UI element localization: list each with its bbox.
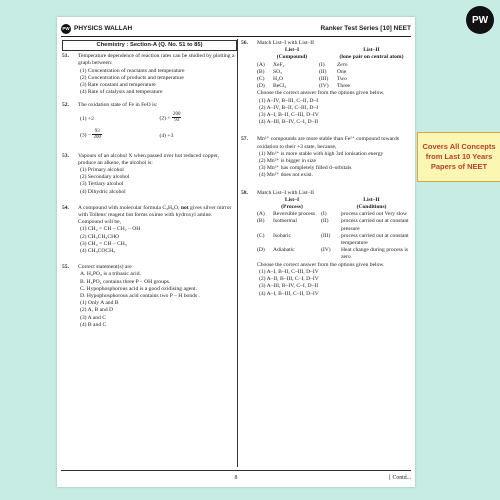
option: (3) CH₂ = CH – CH₃ (80, 240, 127, 247)
fraction: $\frac{200}{93}$ (172, 111, 181, 124)
option: (4) Rate of catalysis and temperature (80, 89, 163, 96)
match-row: (B) SO₃ (II) One (257, 68, 347, 75)
question-57 (241, 136, 415, 179)
match-row: (A) XeF₂ (I) Zero (257, 61, 348, 68)
question-number: 51. (62, 53, 69, 60)
page-header (61, 21, 411, 37)
option: (4) B and C (80, 321, 107, 328)
match-row: (B) Isothermal (II) process carried out at constant pressure (257, 218, 409, 232)
match-row: (C) Isobaric (III) process carried out at constant temperature (257, 232, 409, 247)
question-58 (241, 190, 415, 298)
question-number: 55. (62, 264, 69, 271)
badge-line: Papers of NEET (430, 162, 488, 171)
choose-instruction: Choose the correct answer from the options given below. (257, 261, 385, 268)
statement: C. Hypophosphorous acid is a good oxidising agent. (80, 285, 197, 292)
match-row: (D) Adiabatic (IV) Heat change during process is zero (257, 247, 409, 261)
match-header: List–I (Compound) List–II (lone pair on central atom) (276, 47, 404, 61)
statement: B. H₃PO₄ contains three P – OH groups. (80, 278, 171, 285)
question-55 (62, 264, 237, 329)
question-51 (62, 53, 237, 96)
question-text: Mn²⁺ compounds are more stable than Fe²⁺ compound towards oxidation to their +3 state, because, (257, 136, 399, 150)
exam-page (57, 17, 415, 487)
option: (1) Mn²⁺ is more stable with high 3rd ionisation energy (259, 150, 384, 157)
option: (1) +2 (80, 115, 94, 122)
option: (2) Secondary alcohol (80, 174, 130, 181)
question-text: Match List–I with List–II (257, 189, 315, 196)
question-text: Correct statement(s) are (78, 264, 132, 271)
statement: A. H₃PO₃ is a tribasic acid. (80, 271, 141, 278)
option: (3) Mn²⁺ has completely filled d–orbitals (259, 165, 352, 172)
badge-line: Covers All Concepts (422, 142, 496, 151)
option: (4) A–III, B–IV, C–I, D–II (259, 119, 319, 126)
continued-label: [ Contd... (389, 475, 411, 481)
option: (4) Mn²⁺ does not exist. (259, 172, 313, 179)
right-column (241, 40, 415, 304)
option: (3) A–III, B–IV, C–I, D–II (259, 283, 319, 290)
option: (1) A–I, B–II, C–III, D–IV (259, 268, 319, 275)
option: (4) +3 (159, 132, 174, 139)
promo-badge (417, 132, 500, 182)
option: (4) Dihydric alcohol (80, 188, 126, 195)
option: (1) Only A and B (80, 300, 119, 307)
option: (4) CH₃COCH₃ (80, 248, 116, 255)
option: (1) Concentration of reactants and temperature (80, 67, 185, 74)
option: (2) Mn²⁺ is bigger in size (259, 158, 316, 165)
pw-logo: PW (466, 6, 494, 34)
question-56 (241, 40, 415, 126)
question-text: Temperature dependence of reaction rates can be studied by plotting a graph between: (78, 53, 235, 67)
option: (3) Tertiary alcohol (80, 181, 124, 188)
option: (2) A–IV, B–II, C–III, D–I (259, 104, 319, 111)
question-53 (62, 153, 237, 196)
question-number: 53. (62, 152, 69, 159)
match-row: (D) BeCl₂ (IV) Three (257, 83, 351, 90)
option: (1) CH₂ = CH – CH₂ – OH (80, 226, 141, 233)
match-row: (A) Reversible process (I) process carried out Very slow (257, 211, 408, 218)
question-number: 52. (62, 102, 69, 109)
option: (3) Rate constant and temperature (80, 82, 156, 89)
question-number: 56. (241, 40, 248, 46)
badge-line: from Last 10 Years (425, 152, 493, 161)
question-text: Vapours of an alcohol X when passed over hot reduced copper, produce an alkene, the alcohol is: (78, 152, 219, 166)
option: (3) A–I, B–II, C–III, D–IV (259, 112, 319, 119)
choose-instruction: Choose the correct answer from the options given below. (257, 90, 385, 97)
option: (4) A–I, B–III, C–II, D–IV (259, 290, 319, 297)
option: (2) Concentration of products and temperature (80, 74, 184, 81)
page-footer (61, 470, 411, 481)
question-54 (62, 205, 237, 255)
match-row: (C) H₂O (III) Two (257, 76, 347, 83)
option: (2) A, B and D (80, 307, 114, 314)
statement: D. Hypophosphorous acid contains two P – H bonds . (80, 293, 200, 300)
option: (3) A and C (80, 314, 106, 321)
question-text: The oxidation state of Fe in FeO is: (78, 102, 158, 109)
question-text: A compound with molecular formula C₃H₆O, not gives silver mirror with Tollens' reagent but forms oxime with hydroxyl amine. Compound will be, (78, 204, 232, 226)
brand-logo-icon: PW (61, 24, 71, 34)
left-column (62, 40, 237, 335)
option: (3) − $\frac{93}{200}$ (80, 128, 101, 141)
match-header: List–I (Process) List–II (Conditions) (281, 196, 387, 211)
question-number: 58. (241, 189, 248, 196)
question-52 (62, 102, 237, 142)
brand (61, 24, 132, 34)
question-number: 54. (62, 204, 69, 211)
brand-name: PHYSICS WALLAH (74, 25, 133, 32)
column-divider (237, 39, 238, 467)
option: (2) CH₃CH₂CHO (80, 233, 120, 240)
question-number: 57. (241, 136, 248, 143)
page-number: 8 (234, 475, 238, 481)
option: (2) + $\frac{200}{93}$ (159, 111, 181, 124)
section-title: Chemistry : Section-A (Q. No. 51 to 85) (62, 40, 237, 51)
question-text: Match List–I with List–II (257, 40, 315, 46)
option: (1) A–IV, B–III, C–II, D–I (259, 97, 319, 104)
option: (1) Primary alcohol (80, 167, 124, 174)
test-series-title: Ranker Test Series [10] NEET (320, 25, 411, 32)
fraction: $\frac{93}{200}$ (93, 128, 101, 141)
option: (2) A–II, B–III, C–I, D–IV (259, 276, 319, 283)
